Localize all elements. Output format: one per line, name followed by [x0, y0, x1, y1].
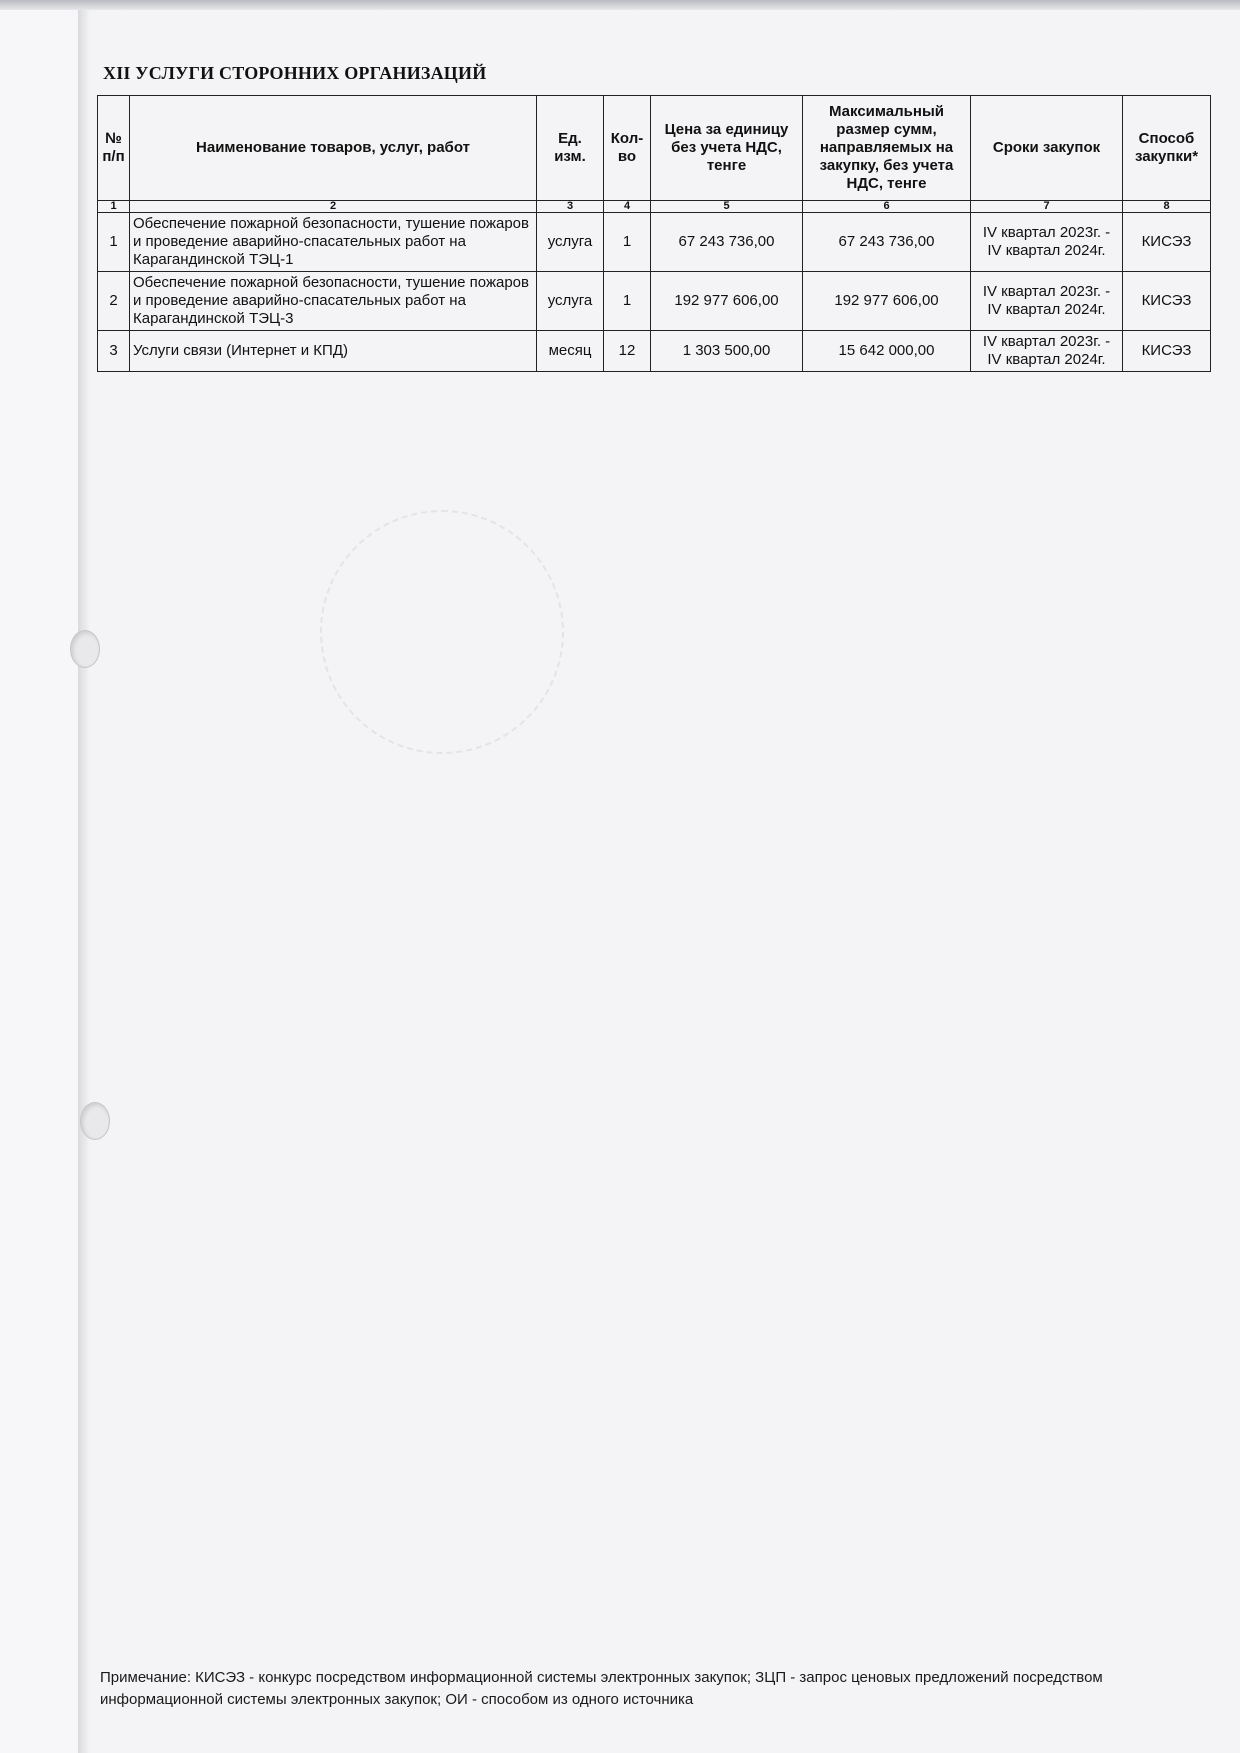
punch-hole-lower: [80, 1102, 110, 1140]
item-period: IV квартал 2023г. - IV квартал 2024г.: [971, 213, 1123, 272]
item-price: 67 243 736,00: [651, 213, 803, 272]
row-number: 1: [98, 213, 130, 272]
column-number: 1: [98, 201, 130, 213]
item-method: КИСЭЗ: [1123, 272, 1211, 331]
header-method: Способ закупки*: [1123, 96, 1211, 201]
header-period: Сроки закупок: [971, 96, 1123, 201]
item-unit: услуга: [537, 272, 604, 331]
footnote-line: Примечание: КИСЭЗ - конкурс посредством информационной системы электронных закупок; ЗЦП - запрос ценовых предложений посредством: [100, 1669, 1103, 1686]
item-unit: месяц: [537, 331, 604, 372]
item-name: Услуги связи (Интернет и КПД): [130, 331, 537, 372]
row-number: 3: [98, 331, 130, 372]
item-period: IV квартал 2023г. - IV квартал 2024г.: [971, 331, 1123, 372]
item-method: КИСЭЗ: [1123, 331, 1211, 372]
column-number: 3: [537, 201, 604, 213]
item-unit: услуга: [537, 213, 604, 272]
item-price: 192 977 606,00: [651, 272, 803, 331]
procurement-table: [97, 95, 1211, 372]
footnote-line: информационной системы электронных закупок; ОИ - способом из одного источника: [100, 1691, 694, 1708]
scan-fold-shadow: [78, 0, 90, 1753]
item-max-sum: 192 977 606,00: [803, 272, 971, 331]
scan-left-margin: [0, 0, 80, 1753]
item-max-sum: 15 642 000,00: [803, 331, 971, 372]
punch-hole-upper: [70, 630, 100, 668]
item-name: Обеспечение пожарной безопасности, тушение пожаров и проведение аварийно-спасательных работ на Карагандинской ТЭЦ-3: [130, 272, 537, 331]
table-row: [98, 272, 1211, 331]
column-number-row: [98, 201, 1211, 213]
column-number: 5: [651, 201, 803, 213]
header-no: № п/п: [98, 96, 130, 201]
header-price: Цена за единицу без учета НДС, тенге: [651, 96, 803, 201]
header-name: Наименование товаров, услуг, работ: [130, 96, 537, 201]
table-row: [98, 213, 1211, 272]
table-row: [98, 331, 1211, 372]
section-title: XII УСЛУГИ СТОРОННИХ ОРГАНИЗАЦИЙ: [103, 63, 487, 83]
item-max-sum: 67 243 736,00: [803, 213, 971, 272]
footnote: [100, 1667, 1220, 1711]
table-header-row: [98, 96, 1211, 201]
scan-top-edge: [0, 0, 1240, 10]
item-period: IV квартал 2023г. - IV квартал 2024г.: [971, 272, 1123, 331]
item-price: 1 303 500,00: [651, 331, 803, 372]
faint-stamp-imprint: [320, 510, 564, 754]
header-qty: Кол-во: [604, 96, 651, 201]
item-qty: 1: [604, 213, 651, 272]
item-qty: 12: [604, 331, 651, 372]
column-number: 4: [604, 201, 651, 213]
row-number: 2: [98, 272, 130, 331]
header-max-sum: Максимальный размер сумм, направляемых на закупку, без учета НДС, тенге: [803, 96, 971, 201]
header-unit: Ед. изм.: [537, 96, 604, 201]
item-name: Обеспечение пожарной безопасности, тушение пожаров и проведение аварийно-спасательных работ на Карагандинской ТЭЦ-1: [130, 213, 537, 272]
item-method: КИСЭЗ: [1123, 213, 1211, 272]
column-number: 6: [803, 201, 971, 213]
column-number: 8: [1123, 201, 1211, 213]
column-number: 7: [971, 201, 1123, 213]
item-qty: 1: [604, 272, 651, 331]
column-number: 2: [130, 201, 537, 213]
